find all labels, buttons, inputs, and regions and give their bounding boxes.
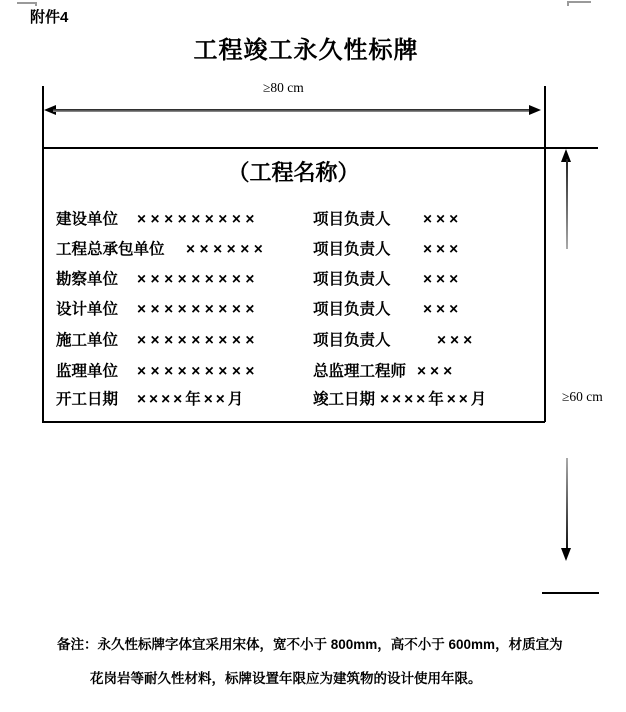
footer-note-line2: 花岗岩等耐久性材料，标牌设置年限应为建筑物的设计使用年限。 [90,671,482,686]
row-left-value: ××××××××× [137,363,259,380]
attachment-label: 附件4 [30,9,69,26]
arrow-right-head-icon [529,105,541,115]
row-right-label: 项目负责人 [313,332,391,349]
height-dimension-label: ≥60 cm [562,389,603,404]
sign-row-construction-unit [42,211,545,231]
row-right-value: ××× [437,332,477,349]
arrow-shaft [566,159,568,249]
sign-row-construction-contractor [42,332,545,352]
height-dimension-bottom-tick [542,592,599,594]
row-left-value: ××××××××× [137,211,259,228]
width-dimension-arrow-icon [44,105,541,116]
row-left-label: 施工单位 [56,332,119,349]
arrow-down-head-icon [561,548,571,561]
arrow-shaft [566,458,568,550]
row-right-label: 项目负责人 [313,241,391,258]
row-left-value: ××××××××× [137,332,259,349]
sign-row-survey-unit [42,271,545,291]
project-name-placeholder: （工程名称） [227,160,360,185]
page-corner-mark-left-tick [35,2,37,6]
width-dimension-label: ≥80 cm [263,80,304,95]
row-right-label: 项目负责人 [313,211,391,228]
row-right-value: ××× [423,301,463,318]
row-right-label: 项目负责人 [313,271,391,288]
footer-note-line1: 备注：永久性标牌字体宜采用宋体，宽不小于 800mm，高不小于 600mm，材质宜为 [57,637,563,652]
row-left-label: 监理单位 [56,363,119,380]
row-right-label: 总监理工程师 [313,363,407,380]
sign-bottom-border [42,421,545,423]
row-right-label: 项目负责人 [313,301,391,318]
row-right-value: ××××年××月 [380,391,490,408]
page-title: 工程竣工永久性标牌 [193,37,419,64]
row-right-value: ××× [417,363,457,380]
page-corner-mark-left [17,2,37,4]
row-right-label: 竣工日期 [313,391,376,408]
row-left-value: ××××年××月 [137,391,247,408]
height-dimension-arrow-up-icon [561,149,572,249]
row-left-label: 建设单位 [56,211,119,228]
sign-row-dates [42,391,545,411]
row-left-value: ××××××××× [137,271,259,288]
height-dimension-arrow-down-icon [561,458,572,561]
page-corner-mark-right [567,1,591,3]
row-right-value: ××× [423,271,463,288]
row-left-label: 设计单位 [56,301,119,318]
row-left-value: ××××××××× [137,301,259,318]
row-left-value: ×××××× [186,241,268,258]
sign-board [42,148,545,421]
arrow-shaft [53,109,532,112]
sign-row-general-contractor [42,241,545,261]
sign-row-design-unit [42,301,545,321]
row-left-label: 工程总承包单位 [56,241,165,258]
page-corner-mark-right-tick [567,1,569,6]
row-right-value: ××× [423,211,463,228]
row-right-value: ××× [423,241,463,258]
row-left-label: 开工日期 [56,391,119,408]
row-left-label: 勘察单位 [56,271,119,288]
sign-row-supervision-unit [42,363,545,383]
